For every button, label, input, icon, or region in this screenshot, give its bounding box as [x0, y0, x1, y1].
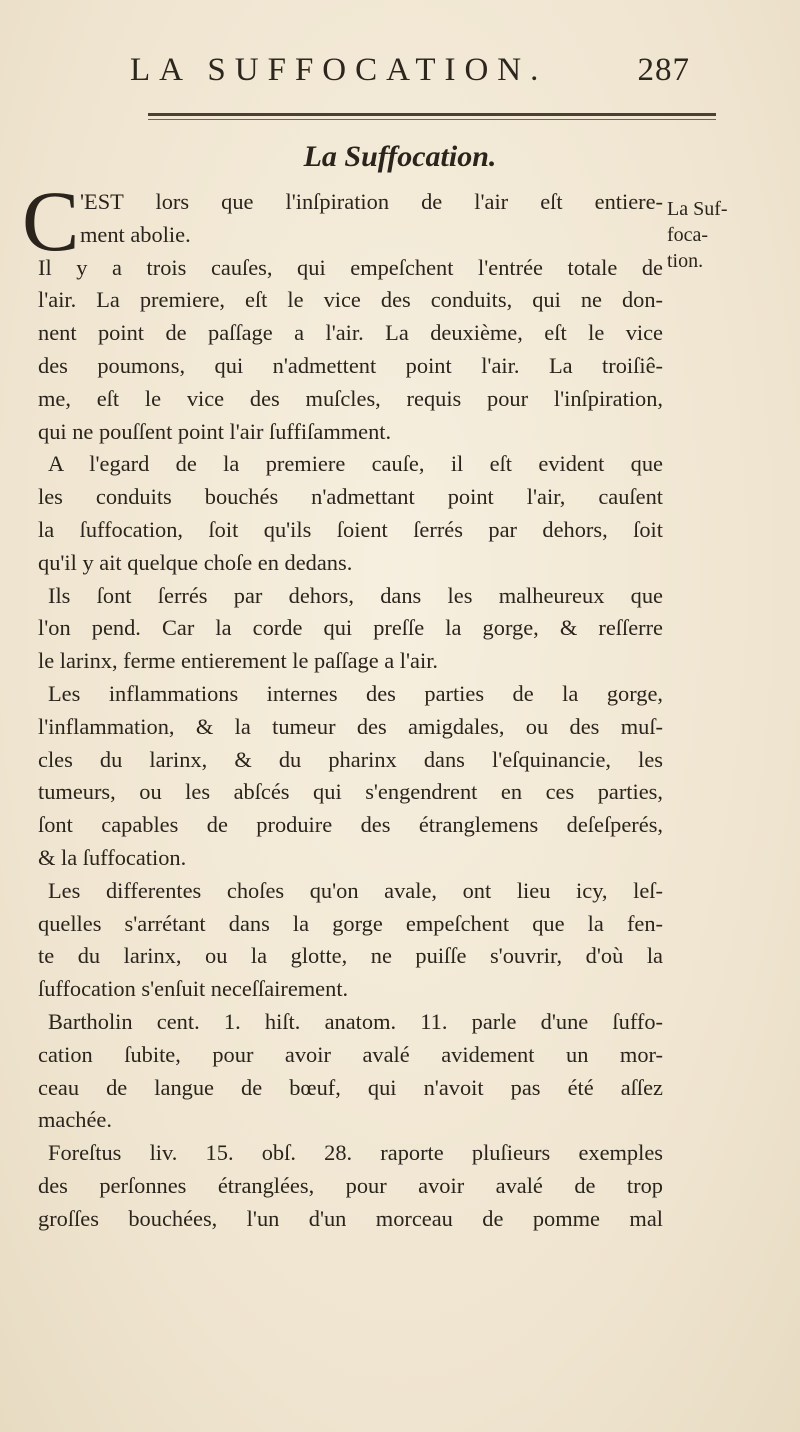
text-line: Les inflammations internes des parties de la gorge, — [48, 680, 663, 706]
text-line: ceau de langue de bœuf, qui n'avoit pas été aſſez — [38, 1074, 663, 1100]
drop-cap: C — [22, 173, 80, 269]
text-line: des poumons, qui n'admettent point l'air. La troiſiê- — [38, 352, 663, 378]
text-line: 'EST lors que l'inſpiration de l'air eſt entiere- — [80, 189, 663, 214]
margin-note-line: La Suf- — [667, 198, 728, 220]
running-head — [130, 52, 690, 89]
text-line: le larinx, ferme entierement le paſſage a l'air. — [38, 648, 439, 674]
text-line: machée. — [38, 1107, 112, 1133]
text-line: Ils ſont ſerrés par dehors, dans les malheureux que — [48, 582, 663, 608]
text-line: Il y a trois cauſes, qui empeſchent l'entrée totale de — [38, 254, 663, 280]
page-number: 287 — [637, 52, 690, 88]
text-line: la ſuffocation, ſoit qu'ils ſoient ſerrés par dehors, ſoit — [38, 516, 663, 542]
text-line: l'inflammation, & la tumeur des amigdales, ou des muſ- — [38, 713, 663, 739]
header-rule — [148, 113, 716, 116]
text-line: tumeurs, ou les abſcés qui s'engendrent en ces parties, — [38, 779, 663, 805]
text-line: les conduits bouchés n'admettant point l'air, cauſent — [38, 484, 663, 510]
text-line: cles du larinx, & du pharinx dans l'eſquinancie, les — [38, 746, 663, 772]
text-line: Bartholin cent. 1. hiſt. anatom. 11. parle d'une ſuffo- — [48, 1008, 663, 1034]
text-line: qui ne pouſſent point l'air ſuffiſamment. — [38, 418, 392, 444]
section-title: La Suffocation. — [303, 140, 497, 173]
text-line: cation ſubite, pour avoir avalé avidement un mor- — [38, 1041, 663, 1067]
text-line: groſſes bouchées, l'un d'un morceau de pomme mal — [38, 1205, 663, 1231]
text-line: des perſonnes étranglées, pour avoir avalé de trop — [38, 1172, 663, 1198]
text-line: & la ſuffocation. — [38, 844, 187, 870]
header-rule-thin — [148, 119, 716, 120]
text-line: ſuffocation s'enſuit neceſſairement. — [38, 976, 349, 1002]
text-line: qu'il y ait quelque choſe en dedans. — [38, 549, 353, 575]
text-line: l'on pend. Car la corde qui preſſe la gorge, & reſſerre — [38, 615, 663, 641]
text-line: ſont capables de produire des étranglemens deſeſperés, — [38, 812, 663, 838]
text-line: Les differentes choſes qu'on avale, ont lieu icy, leſ- — [48, 877, 663, 903]
margin-note — [667, 196, 747, 274]
running-head-title: LA SUFFOCATION. — [130, 52, 548, 88]
text-line: nent point de paſſage a l'air. La deuxième, eſt le vice — [38, 320, 663, 346]
text-line: A l'egard de la premiere cauſe, il eſt evident que — [48, 451, 663, 477]
text-line: ment abolie. — [80, 221, 191, 247]
margin-note-line: foca- — [667, 224, 709, 246]
text-line: Foreſtus liv. 15. obſ. 28. raporte pluſieurs exemples — [48, 1140, 663, 1166]
text-line: quelles s'arrétant dans la gorge empeſchent que la fen- — [38, 910, 663, 936]
text-line: me, eſt le vice des muſcles, requis pour l'inſpiration, — [38, 385, 663, 411]
margin-note-line: tion. — [667, 250, 704, 272]
text-line: te du larinx, ou la glotte, ne puiſſe s'ouvrir, d'où la — [38, 943, 663, 969]
body-text — [38, 186, 663, 1236]
text-line: l'air. La premiere, eſt le vice des conduits, qui ne don- — [38, 287, 663, 313]
